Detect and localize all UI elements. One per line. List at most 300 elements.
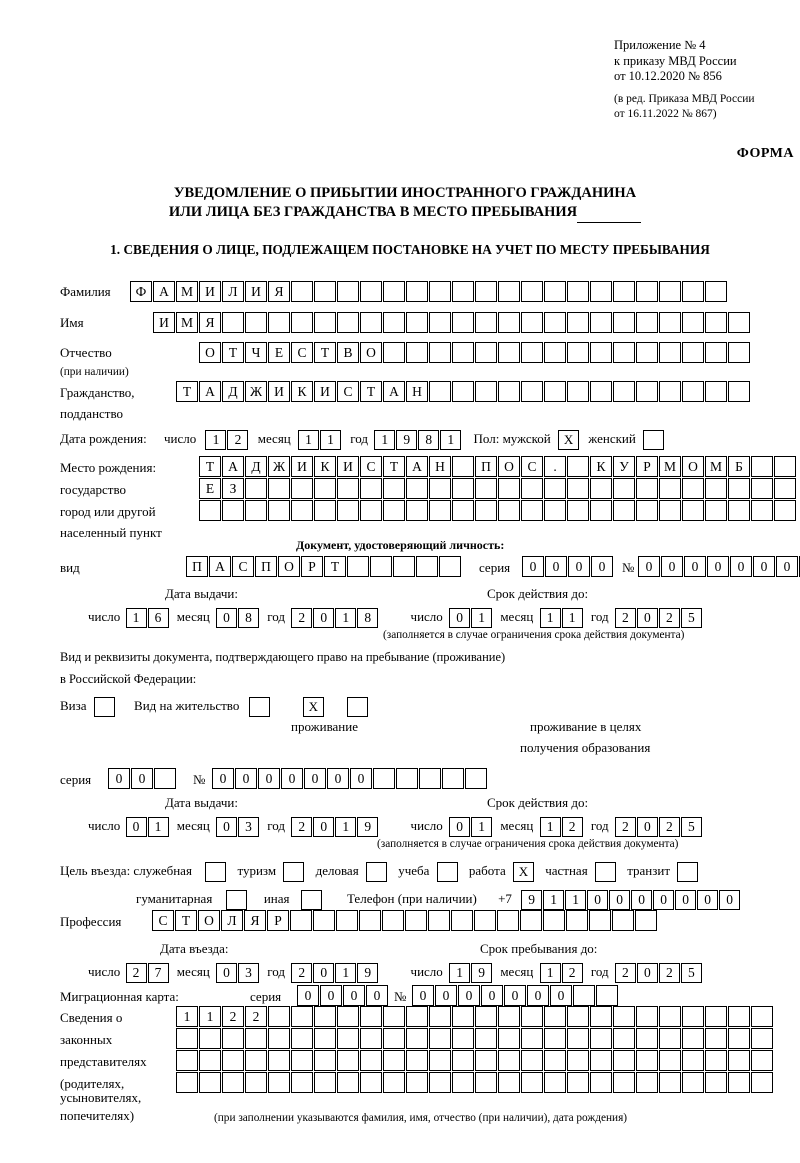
form-cell[interactable] — [521, 478, 543, 499]
form-cell[interactable] — [596, 985, 618, 1006]
form-cell[interactable] — [406, 342, 428, 363]
form-cell[interactable] — [383, 478, 405, 499]
form-cell[interactable]: 0 — [481, 985, 503, 1006]
permit-residence-checkbox[interactable] — [249, 697, 270, 717]
form-cell[interactable]: 2 — [291, 963, 312, 983]
form-cell[interactable]: О — [278, 556, 300, 577]
form-cell[interactable] — [659, 342, 681, 363]
form-cell[interactable] — [416, 556, 438, 577]
form-cell[interactable]: Б — [728, 456, 750, 477]
form-cell[interactable]: Ф — [130, 281, 152, 302]
form-cell[interactable] — [544, 478, 566, 499]
patronymic-input[interactable] — [199, 342, 751, 363]
form-cell[interactable]: И — [245, 281, 267, 302]
birthplace-row-3[interactable] — [199, 500, 797, 521]
form-cell[interactable] — [314, 1028, 336, 1049]
form-cell[interactable] — [442, 768, 464, 789]
form-cell[interactable] — [636, 281, 658, 302]
form-cell[interactable]: П — [255, 556, 277, 577]
form-cell[interactable] — [199, 1050, 221, 1071]
form-cell[interactable] — [728, 312, 750, 333]
form-cell[interactable] — [636, 1006, 658, 1027]
form-cell[interactable] — [222, 1050, 244, 1071]
form-cell[interactable]: 7 — [148, 963, 169, 983]
form-cell[interactable] — [751, 1028, 773, 1049]
form-cell[interactable] — [337, 312, 359, 333]
form-cell[interactable] — [498, 1028, 520, 1049]
form-cell[interactable] — [728, 478, 750, 499]
form-cell[interactable]: 0 — [661, 556, 683, 577]
form-cell[interactable] — [268, 1072, 290, 1093]
permit-valid-day-input[interactable] — [449, 817, 493, 837]
form-cell[interactable] — [268, 1006, 290, 1027]
form-cell[interactable]: 0 — [522, 556, 544, 577]
form-cell[interactable]: 3 — [238, 963, 259, 983]
form-cell[interactable] — [452, 500, 474, 521]
form-cell[interactable] — [544, 500, 566, 521]
form-cell[interactable] — [544, 281, 566, 302]
form-cell[interactable]: 2 — [245, 1006, 267, 1027]
form-cell[interactable]: 0 — [320, 985, 342, 1006]
form-cell[interactable] — [360, 500, 382, 521]
form-cell[interactable] — [268, 312, 290, 333]
form-cell[interactable]: 2 — [615, 608, 636, 628]
form-cell[interactable]: И — [268, 381, 290, 402]
form-cell[interactable]: 0 — [313, 817, 334, 837]
form-cell[interactable] — [751, 1050, 773, 1071]
form-cell[interactable] — [429, 1072, 451, 1093]
form-cell[interactable] — [567, 281, 589, 302]
form-cell[interactable] — [429, 500, 451, 521]
form-cell[interactable]: 1 — [543, 890, 564, 910]
form-cell[interactable] — [291, 1006, 313, 1027]
permit-edu-checkbox[interactable] — [347, 697, 368, 717]
migration-series-input[interactable] — [297, 985, 389, 1006]
form-cell[interactable] — [705, 281, 727, 302]
form-cell[interactable]: 0 — [449, 817, 470, 837]
form-cell[interactable] — [429, 1028, 451, 1049]
form-cell[interactable] — [567, 500, 589, 521]
form-cell[interactable] — [314, 1072, 336, 1093]
form-cell[interactable]: 0 — [730, 556, 752, 577]
form-cell[interactable] — [705, 312, 727, 333]
form-cell[interactable] — [682, 342, 704, 363]
form-cell[interactable]: 9 — [471, 963, 492, 983]
form-cell[interactable]: 9 — [357, 817, 378, 837]
entry-month-input[interactable] — [216, 963, 260, 983]
form-cell[interactable]: 0 — [304, 768, 326, 789]
form-cell[interactable] — [498, 1006, 520, 1027]
form-cell[interactable] — [474, 910, 496, 931]
form-cell[interactable]: 9 — [396, 430, 417, 450]
form-cell[interactable] — [498, 1050, 520, 1071]
form-cell[interactable] — [176, 1072, 198, 1093]
form-cell[interactable]: К — [590, 456, 612, 477]
form-cell[interactable] — [705, 478, 727, 499]
entry-year-input[interactable] — [291, 963, 379, 983]
form-cell[interactable]: Т — [175, 910, 197, 931]
form-cell[interactable] — [636, 1028, 658, 1049]
form-cell[interactable]: О — [498, 456, 520, 477]
migration-number-input[interactable] — [412, 985, 619, 1006]
form-cell[interactable] — [452, 281, 474, 302]
form-cell[interactable] — [314, 478, 336, 499]
form-cell[interactable]: В — [337, 342, 359, 363]
form-cell[interactable] — [613, 478, 635, 499]
form-cell[interactable] — [521, 500, 543, 521]
form-cell[interactable] — [613, 312, 635, 333]
reps-row-4[interactable] — [176, 1072, 774, 1093]
form-cell[interactable] — [567, 1072, 589, 1093]
form-cell[interactable] — [636, 312, 658, 333]
form-cell[interactable] — [222, 1072, 244, 1093]
form-cell[interactable]: 0 — [235, 768, 257, 789]
form-cell[interactable]: Я — [268, 281, 290, 302]
form-cell[interactable]: 5 — [681, 608, 702, 628]
form-cell[interactable] — [314, 500, 336, 521]
form-cell[interactable] — [590, 1028, 612, 1049]
form-cell[interactable] — [176, 1028, 198, 1049]
form-cell[interactable] — [590, 1072, 612, 1093]
form-cell[interactable]: 1 — [374, 430, 395, 450]
form-cell[interactable]: Н — [429, 456, 451, 477]
form-cell[interactable]: А — [199, 381, 221, 402]
form-cell[interactable]: 0 — [327, 768, 349, 789]
form-cell[interactable] — [199, 1072, 221, 1093]
birth-day-input[interactable] — [205, 430, 249, 450]
form-cell[interactable]: 0 — [412, 985, 434, 1006]
form-cell[interactable] — [682, 1072, 704, 1093]
form-cell[interactable]: 2 — [291, 608, 312, 628]
form-cell[interactable] — [774, 456, 796, 477]
form-cell[interactable] — [705, 500, 727, 521]
form-cell[interactable] — [429, 312, 451, 333]
form-cell[interactable]: 1 — [540, 608, 561, 628]
form-cell[interactable] — [705, 1050, 727, 1071]
form-cell[interactable]: 0 — [449, 608, 470, 628]
form-cell[interactable] — [429, 381, 451, 402]
form-cell[interactable]: 2 — [227, 430, 248, 450]
form-cell[interactable] — [405, 910, 427, 931]
form-cell[interactable]: 0 — [126, 817, 147, 837]
form-cell[interactable] — [475, 342, 497, 363]
form-cell[interactable] — [176, 1050, 198, 1071]
form-cell[interactable] — [521, 1050, 543, 1071]
form-cell[interactable] — [613, 342, 635, 363]
form-cell[interactable]: 0 — [504, 985, 526, 1006]
form-cell[interactable]: 0 — [313, 963, 334, 983]
form-cell[interactable]: О — [360, 342, 382, 363]
form-cell[interactable]: 1 — [126, 608, 147, 628]
form-cell[interactable] — [475, 312, 497, 333]
form-cell[interactable]: А — [406, 456, 428, 477]
form-cell[interactable]: 5 — [681, 817, 702, 837]
entry-day-input[interactable] — [126, 963, 170, 983]
form-cell[interactable]: 5 — [681, 963, 702, 983]
form-cell[interactable]: Л — [221, 910, 243, 931]
form-cell[interactable]: Р — [636, 456, 658, 477]
form-cell[interactable]: О — [199, 342, 221, 363]
form-cell[interactable] — [567, 478, 589, 499]
form-cell[interactable]: 2 — [615, 963, 636, 983]
permit-series-input[interactable] — [108, 768, 177, 789]
form-cell[interactable] — [751, 1006, 773, 1027]
form-cell[interactable] — [291, 1072, 313, 1093]
form-cell[interactable]: 1 — [298, 430, 319, 450]
form-cell[interactable]: 1 — [320, 430, 341, 450]
form-cell[interactable] — [682, 1050, 704, 1071]
form-cell[interactable] — [728, 1028, 750, 1049]
form-cell[interactable]: 0 — [435, 985, 457, 1006]
form-cell[interactable] — [439, 556, 461, 577]
purpose-tourism-checkbox[interactable] — [283, 862, 304, 882]
stay-month-input[interactable] — [540, 963, 584, 983]
form-cell[interactable] — [728, 342, 750, 363]
form-cell[interactable] — [359, 910, 381, 931]
form-cell[interactable]: П — [186, 556, 208, 577]
form-cell[interactable]: М — [659, 456, 681, 477]
form-cell[interactable] — [337, 1028, 359, 1049]
form-cell[interactable] — [498, 281, 520, 302]
form-cell[interactable] — [406, 1072, 428, 1093]
form-cell[interactable] — [347, 556, 369, 577]
form-cell[interactable]: 0 — [212, 768, 234, 789]
form-cell[interactable] — [728, 1050, 750, 1071]
sex-male-checkbox[interactable]: X — [558, 430, 579, 450]
form-cell[interactable] — [567, 1050, 589, 1071]
form-cell[interactable] — [682, 478, 704, 499]
form-cell[interactable] — [406, 500, 428, 521]
form-cell[interactable] — [613, 1072, 635, 1093]
form-cell[interactable] — [498, 500, 520, 521]
form-cell[interactable]: А — [153, 281, 175, 302]
form-cell[interactable]: С — [337, 381, 359, 402]
purpose-other-checkbox[interactable] — [301, 890, 322, 910]
form-cell[interactable] — [705, 1072, 727, 1093]
form-cell[interactable] — [199, 500, 221, 521]
form-cell[interactable]: 2 — [222, 1006, 244, 1027]
form-cell[interactable] — [705, 1028, 727, 1049]
form-cell[interactable] — [222, 312, 244, 333]
form-cell[interactable]: Ч — [245, 342, 267, 363]
form-cell[interactable] — [590, 1050, 612, 1071]
form-cell[interactable]: Т — [360, 381, 382, 402]
permit-issue-year-input[interactable] — [291, 817, 379, 837]
form-cell[interactable] — [544, 312, 566, 333]
form-cell[interactable] — [360, 312, 382, 333]
form-cell[interactable] — [383, 312, 405, 333]
form-cell[interactable]: . — [544, 456, 566, 477]
form-cell[interactable] — [498, 1072, 520, 1093]
permit-temp-checkbox[interactable]: X — [303, 697, 324, 717]
form-cell[interactable]: С — [360, 456, 382, 477]
form-cell[interactable]: С — [152, 910, 174, 931]
form-cell[interactable]: Т — [176, 381, 198, 402]
form-cell[interactable] — [452, 312, 474, 333]
form-cell[interactable] — [682, 1028, 704, 1049]
form-cell[interactable]: И — [291, 456, 313, 477]
form-cell[interactable]: З — [222, 478, 244, 499]
permit-issue-month-input[interactable] — [216, 817, 260, 837]
form-cell[interactable]: И — [153, 312, 175, 333]
form-cell[interactable] — [544, 1072, 566, 1093]
form-cell[interactable]: И — [337, 456, 359, 477]
stay-day-input[interactable] — [449, 963, 493, 983]
form-cell[interactable] — [406, 1028, 428, 1049]
form-cell[interactable]: 1 — [335, 817, 356, 837]
form-cell[interactable]: А — [209, 556, 231, 577]
form-cell[interactable]: 2 — [659, 608, 680, 628]
form-cell[interactable]: 8 — [418, 430, 439, 450]
form-cell[interactable]: 1 — [562, 608, 583, 628]
form-cell[interactable] — [475, 381, 497, 402]
sex-female-checkbox[interactable] — [643, 430, 664, 450]
form-cell[interactable]: М — [176, 312, 198, 333]
form-cell[interactable]: 0 — [297, 985, 319, 1006]
form-cell[interactable] — [590, 381, 612, 402]
form-cell[interactable]: 2 — [659, 963, 680, 983]
form-cell[interactable] — [451, 910, 473, 931]
phone-input[interactable] — [521, 890, 741, 910]
form-cell[interactable] — [659, 281, 681, 302]
form-cell[interactable] — [774, 500, 796, 521]
citizenship-input[interactable] — [176, 381, 751, 402]
form-cell[interactable]: 0 — [350, 768, 372, 789]
purpose-private-checkbox[interactable] — [595, 862, 616, 882]
form-cell[interactable] — [475, 1072, 497, 1093]
identity-valid-month-input[interactable] — [540, 608, 584, 628]
form-cell[interactable] — [406, 1006, 428, 1027]
name-input[interactable] — [153, 312, 751, 333]
form-cell[interactable] — [452, 1006, 474, 1027]
form-cell[interactable]: 0 — [719, 890, 740, 910]
form-cell[interactable]: 1 — [176, 1006, 198, 1027]
form-cell[interactable] — [383, 1006, 405, 1027]
form-cell[interactable] — [360, 281, 382, 302]
birthplace-row-2[interactable] — [199, 478, 797, 499]
form-cell[interactable] — [636, 1072, 658, 1093]
form-cell[interactable]: 0 — [587, 890, 608, 910]
form-cell[interactable] — [567, 456, 589, 477]
form-cell[interactable]: 0 — [707, 556, 729, 577]
form-cell[interactable]: 0 — [527, 985, 549, 1006]
form-cell[interactable] — [222, 1028, 244, 1049]
form-cell[interactable]: 1 — [205, 430, 226, 450]
form-cell[interactable]: К — [291, 381, 313, 402]
form-cell[interactable]: Т — [383, 456, 405, 477]
form-cell[interactable] — [419, 768, 441, 789]
form-cell[interactable]: 0 — [637, 963, 658, 983]
form-cell[interactable] — [544, 381, 566, 402]
form-cell[interactable]: 1 — [335, 963, 356, 983]
form-cell[interactable] — [705, 381, 727, 402]
form-cell[interactable] — [268, 1050, 290, 1071]
form-cell[interactable] — [452, 456, 474, 477]
form-cell[interactable] — [199, 1028, 221, 1049]
form-cell[interactable]: 0 — [545, 556, 567, 577]
form-cell[interactable] — [393, 556, 415, 577]
form-cell[interactable]: Ж — [245, 381, 267, 402]
form-cell[interactable] — [682, 312, 704, 333]
form-cell[interactable]: О — [682, 456, 704, 477]
form-cell[interactable] — [314, 312, 336, 333]
form-cell[interactable] — [452, 381, 474, 402]
form-cell[interactable]: Я — [199, 312, 221, 333]
form-cell[interactable]: 2 — [562, 817, 583, 837]
form-cell[interactable] — [452, 1072, 474, 1093]
form-cell[interactable]: Д — [222, 381, 244, 402]
form-cell[interactable]: 0 — [216, 608, 237, 628]
form-cell[interactable]: 0 — [258, 768, 280, 789]
form-cell[interactable]: 1 — [199, 1006, 221, 1027]
form-cell[interactable]: 0 — [675, 890, 696, 910]
form-cell[interactable] — [406, 281, 428, 302]
form-cell[interactable] — [498, 478, 520, 499]
form-cell[interactable] — [268, 500, 290, 521]
form-cell[interactable] — [337, 1072, 359, 1093]
form-cell[interactable] — [521, 1072, 543, 1093]
form-cell[interactable] — [659, 478, 681, 499]
form-cell[interactable] — [659, 1050, 681, 1071]
permit-issue-day-input[interactable] — [126, 817, 170, 837]
form-cell[interactable] — [337, 1006, 359, 1027]
identity-issue-year-input[interactable] — [291, 608, 379, 628]
form-cell[interactable]: 1 — [440, 430, 461, 450]
form-cell[interactable]: 9 — [521, 890, 542, 910]
form-cell[interactable]: 0 — [631, 890, 652, 910]
form-cell[interactable]: 1 — [335, 608, 356, 628]
form-cell[interactable] — [245, 1072, 267, 1093]
form-cell[interactable]: С — [291, 342, 313, 363]
form-cell[interactable] — [314, 1050, 336, 1071]
form-cell[interactable]: Р — [267, 910, 289, 931]
identity-issue-month-input[interactable] — [216, 608, 260, 628]
form-cell[interactable] — [498, 342, 520, 363]
form-cell[interactable] — [383, 1072, 405, 1093]
form-cell[interactable] — [543, 910, 565, 931]
identity-type-input[interactable] — [186, 556, 462, 577]
form-cell[interactable]: И — [314, 381, 336, 402]
form-cell[interactable] — [613, 1028, 635, 1049]
identity-valid-day-input[interactable] — [449, 608, 493, 628]
form-cell[interactable]: Д — [245, 456, 267, 477]
form-cell[interactable] — [567, 312, 589, 333]
form-cell[interactable] — [245, 500, 267, 521]
form-cell[interactable] — [245, 478, 267, 499]
form-cell[interactable] — [659, 1072, 681, 1093]
birthplace-row-1[interactable] — [199, 456, 797, 477]
form-cell[interactable] — [498, 312, 520, 333]
form-cell[interactable]: П — [475, 456, 497, 477]
form-cell[interactable]: Е — [268, 342, 290, 363]
form-cell[interactable] — [245, 1028, 267, 1049]
form-cell[interactable]: 1 — [471, 817, 492, 837]
form-cell[interactable] — [659, 381, 681, 402]
form-cell[interactable] — [370, 556, 392, 577]
form-cell[interactable] — [475, 281, 497, 302]
form-cell[interactable] — [245, 312, 267, 333]
form-cell[interactable] — [589, 910, 611, 931]
form-cell[interactable] — [429, 1006, 451, 1027]
form-cell[interactable] — [728, 500, 750, 521]
form-cell[interactable]: 0 — [313, 608, 334, 628]
form-cell[interactable] — [636, 342, 658, 363]
form-cell[interactable]: У — [613, 456, 635, 477]
form-cell[interactable] — [337, 478, 359, 499]
purpose-business-checkbox[interactable] — [366, 862, 387, 882]
form-cell[interactable]: 0 — [609, 890, 630, 910]
form-cell[interactable] — [659, 1028, 681, 1049]
